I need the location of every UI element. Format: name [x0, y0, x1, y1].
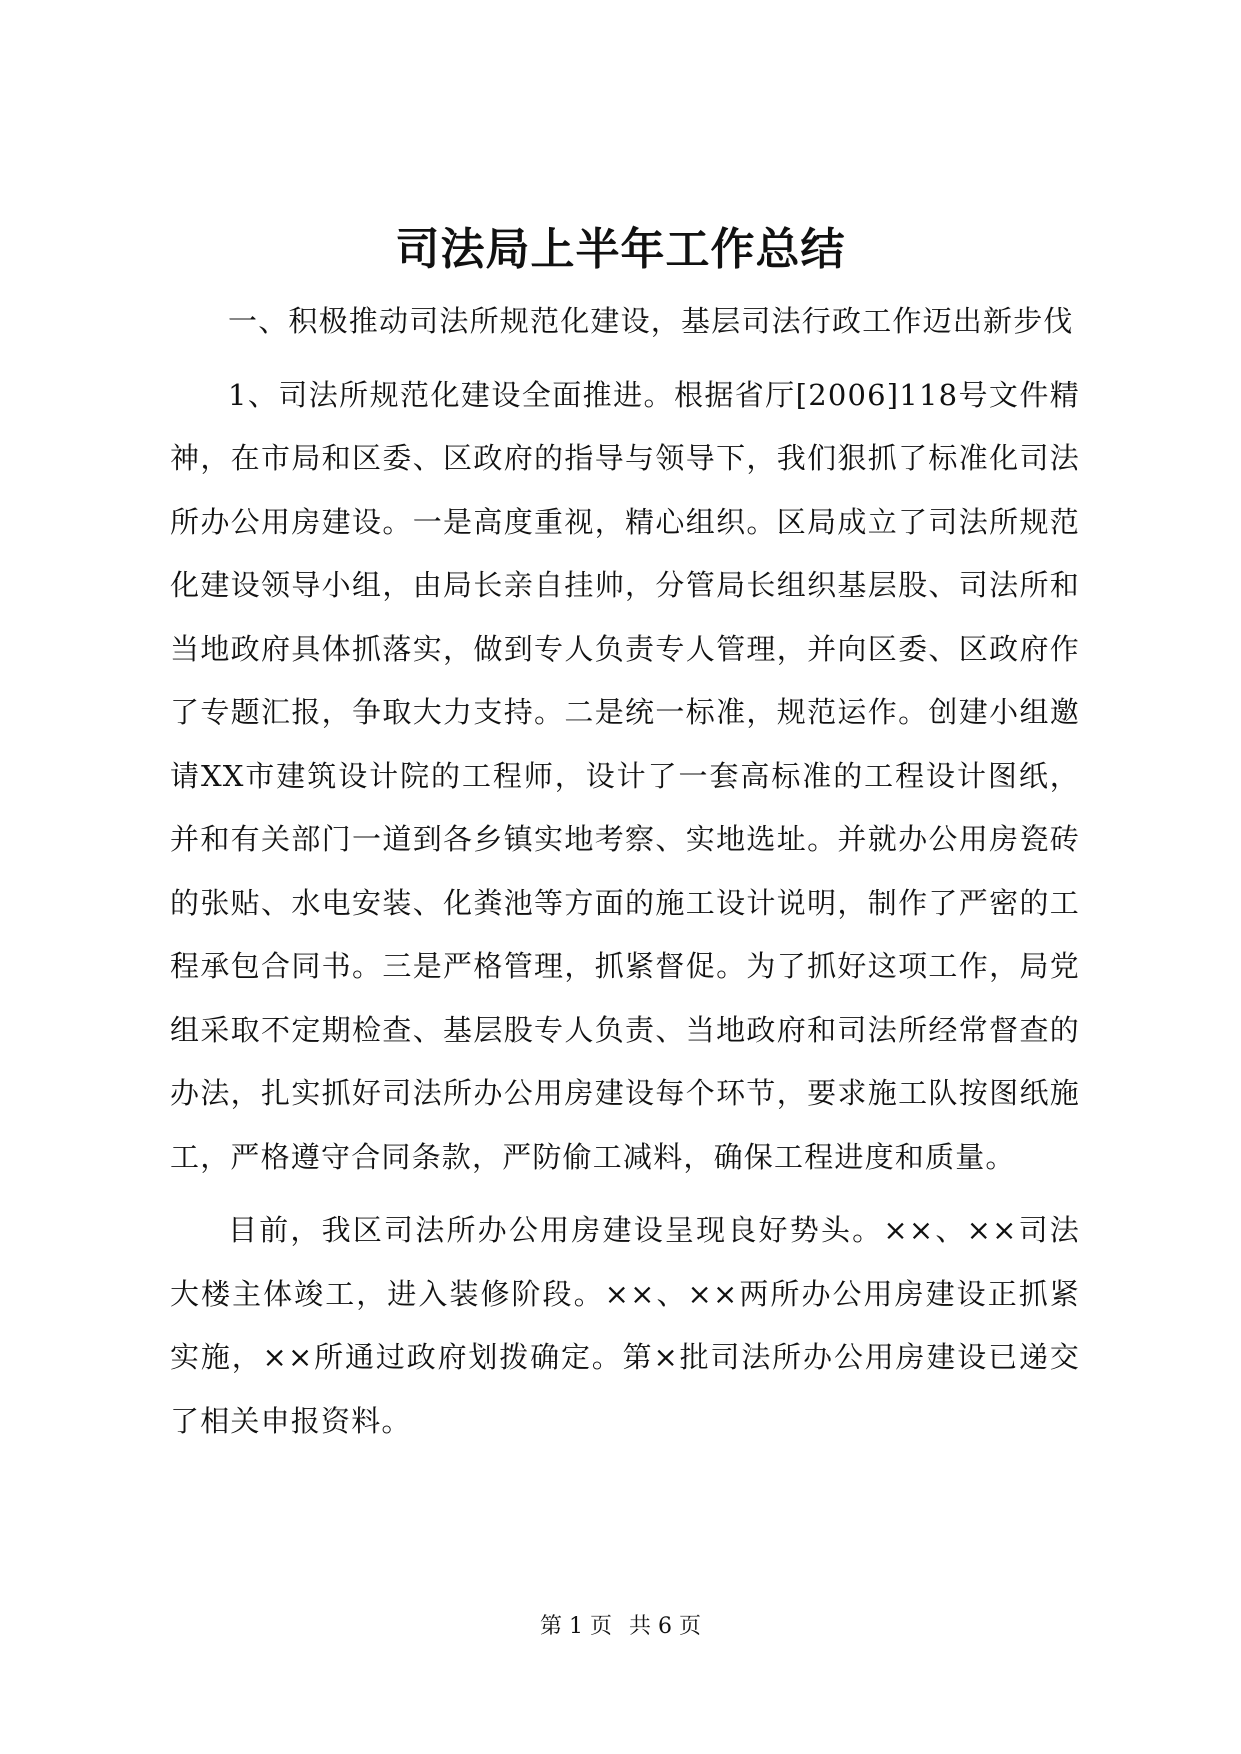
- body-paragraph: 1、司法所规范化建设全面推进。根据省厅[2006]118号文件精神，在市局和区委、区政府的指导与领导下，我们狠抓了标准化司法所办公用房建设。一是高度重视，精心组织。区局成立了司法所规范化建设领导小组，由局长亲自挂帅，分管局长组织基层股、司法所和当地政府具体抓落实，做到专人负责专人管理，并向区委、区政府作了专题汇报，争取大力支持。二是统一标准，规范运作。创建小组邀请XX市建筑设计院的工程师，设计了一套高标准的工程设计图纸，并和有关部门一道到各乡镇实地考察、实地选址。并就办公用房瓷砖的张贴、水电安装、化粪池等方面的施工设计说明，制作了严密的工程承包合同书。三是严格管理，抓紧督促。为了抓好这项工作，局党组采取不定期检查、基层股专人负责、当地政府和司法所经常督查的办法，扎实抓好司法所办公用房建设每个环节，要求施工队按图纸施工，严格遵守合同条款，严防偷工减料，确保工程进度和质量。: [170, 377, 1080, 1174]
- section-heading: 一、积极推动司法所规范化建设，基层司法行政工作迈出新步伐: [228, 304, 1074, 338]
- page-footer: [0, 1612, 1241, 1642]
- body-paragraph: 目前，我区司法所办公用房建设呈现良好势头。××、××司法大楼主体竣工，进入装修阶段。××、××两所办公用房建设正抓紧实施，××所通过政府划拨确定。第×批司法所办公用房建设已递交了相关申报资料。: [170, 1213, 1080, 1438]
- page-number: 第 1 页: [540, 1614, 612, 1639]
- document-body: [170, 290, 1080, 1453]
- document-title: 司法局上半年工作总结: [395, 224, 846, 275]
- page-total: 共 6 页: [629, 1614, 701, 1639]
